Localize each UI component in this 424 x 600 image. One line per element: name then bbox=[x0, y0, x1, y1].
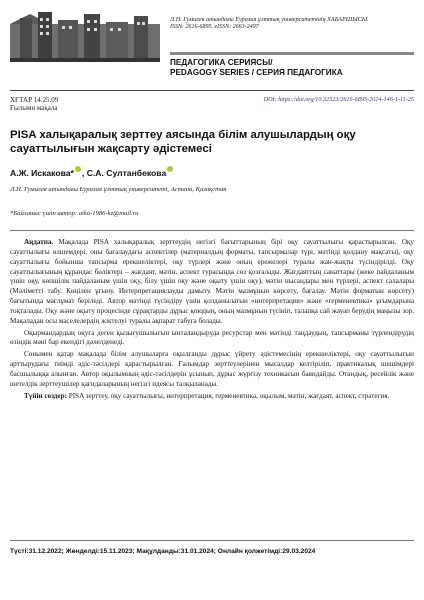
author-2-name: С.А. Султанбекова bbox=[86, 167, 167, 178]
keywords-label: Түйін сөздер: bbox=[24, 391, 67, 400]
keywords-text: PISA зерттеу, оқу сауаттылығы, интерпретация, герменевтика, оқылым, мәтін, жағдаят, аспект, стратегия. bbox=[68, 391, 390, 400]
irstid-code: ХҒТАР 14.25.09 bbox=[10, 96, 59, 104]
header-divider bbox=[170, 52, 414, 55]
series-title bbox=[170, 58, 343, 78]
abstract-paragraph-1 bbox=[10, 238, 414, 327]
author-separator: , bbox=[81, 167, 87, 178]
author-list bbox=[10, 166, 174, 178]
affiliation: Л.Н. Гумилев атындағы Еуразия ұлттық университеті, Астана, Қазақстан bbox=[10, 186, 227, 193]
submission-dates: Түсті:31.12.2022; Жөнделді:15.11.2023; Мақұлданды:31.01.2024; Онлайн қолжетімді:29.03.2024 bbox=[10, 548, 316, 555]
corresponding-author: *Байланыс үшін автор: aiko-1986-kz@mail.ru bbox=[10, 210, 139, 217]
journal-issn: ISSN: 2616-6895. eISSN: 2663-2497 bbox=[170, 24, 259, 30]
header-rule bbox=[10, 90, 414, 91]
orcid-icon[interactable] bbox=[75, 166, 81, 172]
journal-name: Л.Н. Гумилев атындағы Еуразия ұлттық университетінің ХАБАРШЫСЫ. bbox=[170, 16, 369, 23]
keywords bbox=[10, 392, 414, 402]
abstract-bottom-rule bbox=[10, 540, 414, 541]
series-title-line2: PEDAGOGY SERIES / СЕРИЯ ПЕДАГОГИКА bbox=[170, 68, 343, 77]
doi-link[interactable]: DOI: https://doi.org/10.32523/2616-6895-2024-146-1-11-25 bbox=[263, 96, 414, 103]
article-type: Ғылыми мақала bbox=[10, 104, 58, 112]
author-1-name: А.Ж. Искакова* bbox=[10, 167, 74, 178]
abstract-text-1: Мақалада PISA халықаралық зерттеудің негізгі бағыттарының бірі оқу сауаттылығы қарастырылған. Оқу сауаттылығы өлшемдері, оны бағалаудағы аспектілер (материалдың форматы, тапсырмалар түрі, мәтінді қолдану мақсаты), оқу сауаттылығы бойынша тапсырма ерекшеліктері, оқу түрлері және оның ережелері туралы жан-жақты түсіндірілді. Оқу сауаттылығының құрандас бөліктері – жағдаят, мәтін, аспект турасында сөз қозғалады. Жағдаяттың санаттары (жеке пайдаланым үшін оқу, көпшілік пайдаланым үшін оқу, білу үшін оқу және оқыту үшін оқу), мәтін нысандары мен түрлері, аспект салалары (Мәліметті табу. Көңілен ұғыну. Интерпретациялауды дамыту. Мәтін мазмұнын көрсету, бағалау. Мәтін форматын көрсету) бағытында мағлұмат беріледі. Автор мәтінді түсіндіру үшін қолданылатын «интерпретация» және «герменевтика» ұғымдарына тоқталады. Оқу және оқыту процесінде сұрақтарды дұрыс қоюдың, оның мазмұнын түсініп, талапқа сай жауап берудің маңызы зор. Мақаладан осы мәселелердің жіктелуі туралы ақпарат табуға болады. bbox=[10, 238, 414, 325]
abstract-paragraph-3: Сонымен қатар мақалада білім алушыларға оқылғанды дұрыс үйрету әдістемесінің ерекшеліктері, оқу сауаттылығын арттырудағы тиімді әдіс-тәсілдері қарастырылған. Ғалымдар зерттеулерінен мысалдар келтіріліп, практикалық шешімдері басшылыққа алынған. Автор оқылымның әдіс-тәсілдерін ұсынып, дұрыс жүргізу техникасын баяндайды. Отандық, ресейлік және шетелдік зерттеушілер қағидаларының негізгі идеясы талқыланады. bbox=[10, 350, 414, 388]
university-building-logo bbox=[10, 10, 160, 62]
orcid-icon[interactable] bbox=[167, 166, 173, 172]
abstract-top-rule bbox=[10, 230, 414, 231]
article-title: PISA халықаралық зерттеу аясында білім алушылардың оқу сауаттылығын жақсарту әдістемесі bbox=[10, 129, 356, 155]
series-title-line1: ПЕДАГОГИКА СЕРИЯСЫ/ bbox=[170, 58, 273, 67]
abstract-label: Аңдатпа. bbox=[24, 238, 54, 246]
abstract bbox=[10, 238, 414, 404]
abstract-paragraph-2: Оқырмандардың оқуға деген қызығушылығын ынталандыруда ресурстар мен мәтінді таңдаудың, тапсырманы түрлендірудің өзіндік мәні бар екендігі дәлелденеді. bbox=[10, 328, 414, 347]
